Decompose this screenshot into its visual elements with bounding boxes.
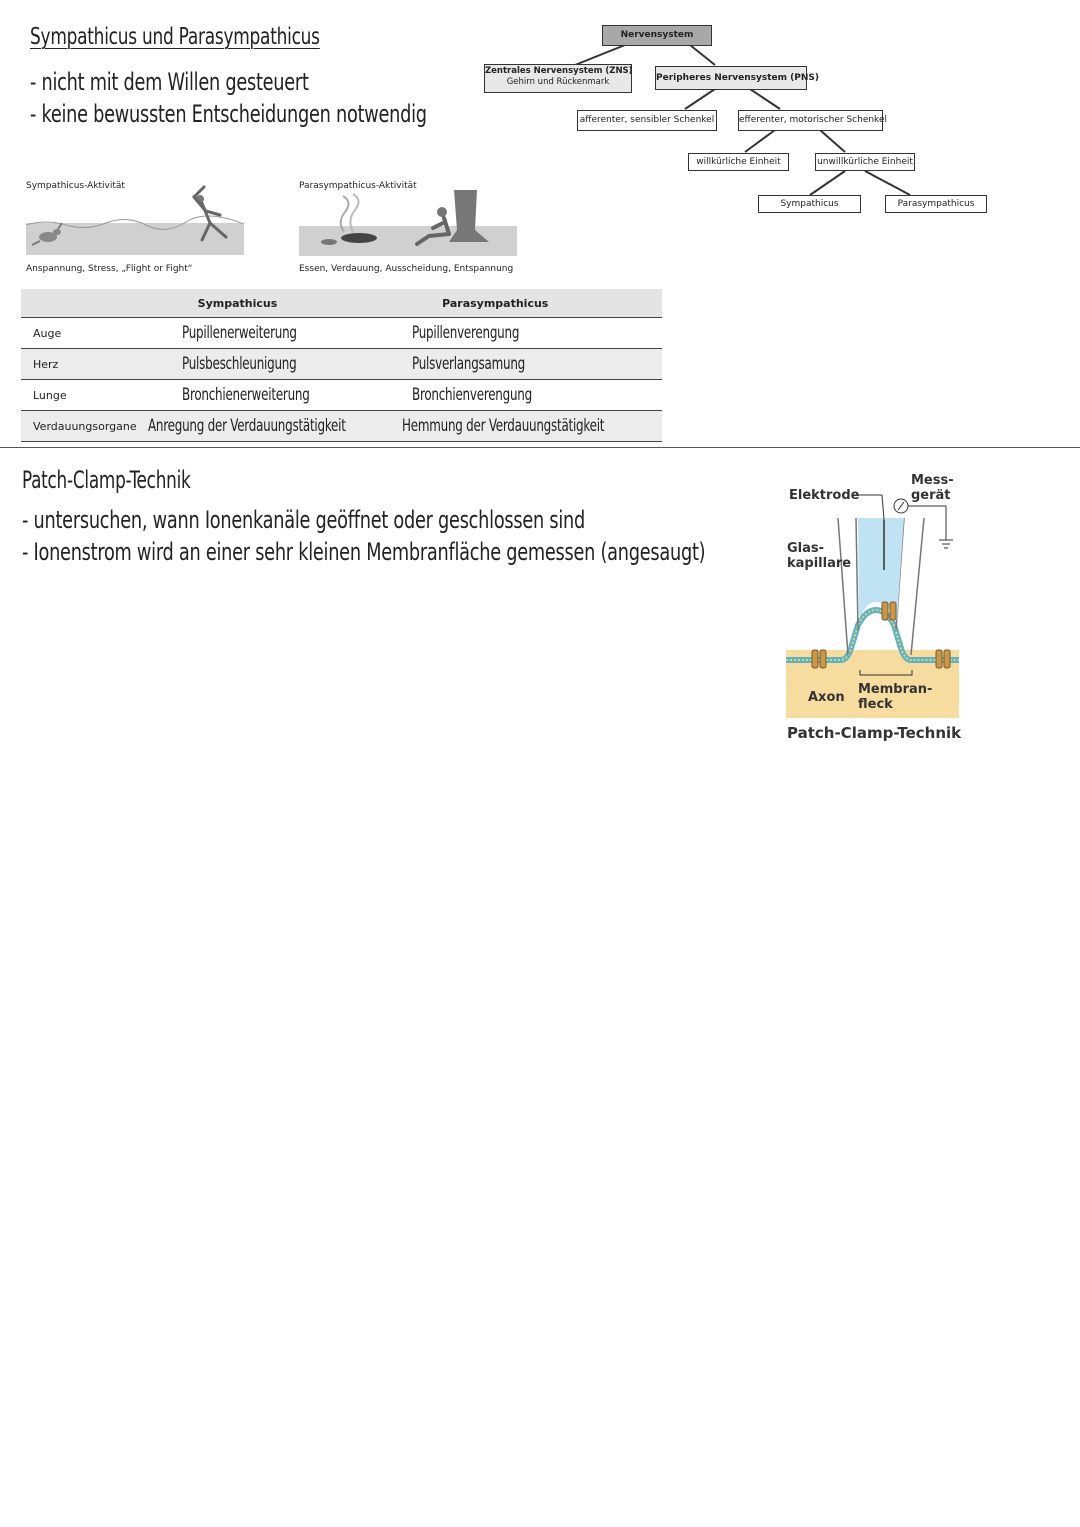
sympathicus-effect: Pupillenerweiterung <box>181 323 297 343</box>
meter-label-line: Mess- <box>911 473 954 488</box>
table-header-sympathicus: Sympathicus <box>138 289 402 318</box>
parasympathicus-activity-caption: Essen, Verdauung, Ausscheidung, Entspannung <box>299 264 514 274</box>
comparison-table <box>21 289 662 442</box>
patch-clamp-caption: Patch-Clamp-Technik <box>787 724 962 742</box>
tree-node-root: Nervensystem <box>602 25 712 46</box>
tree-node-involuntary: unwillkürliche Einheit <box>815 153 915 171</box>
glass-capillary-label <box>787 541 851 571</box>
table-header-row <box>21 289 662 318</box>
table-row <box>21 349 662 380</box>
parasympathicus-effect: Pulsverlangsamung <box>412 354 526 374</box>
section-title: Sympathicus und Parasympathicus <box>30 24 320 50</box>
sympathicus-activity-title: Sympathicus-Aktivität <box>26 181 125 191</box>
sympathicus-effect: Anregung der Verdauungstätigkeit <box>147 416 346 436</box>
tree-node-efferent: efferenter, motorischer Schenkel <box>738 110 883 131</box>
sympathicus-activity-caption: Anspannung, Stress, „Flight or Fight“ <box>26 264 193 274</box>
tree-node-zns <box>484 64 632 93</box>
table-header-parasympathicus: Parasympathicus <box>402 289 662 318</box>
organ-cell: Lunge <box>21 380 138 411</box>
meter-label-line: gerät <box>911 488 951 503</box>
electrode-label: Elektrode <box>789 488 860 503</box>
table-header-empty <box>21 289 138 318</box>
section-title: Patch-Clamp-Technik <box>22 466 191 494</box>
glass-label-line: Glas- <box>787 541 825 556</box>
organ-cell: Auge <box>21 318 138 349</box>
glass-label-line: kapillare <box>787 556 852 571</box>
membrane-label-line: Membran- <box>858 682 933 697</box>
table-row <box>21 380 662 411</box>
sympathicus-effect: Pulsbeschleunigung <box>181 354 297 374</box>
parasympathicus-activity-title: Parasympathicus-Aktivität <box>299 181 417 191</box>
table-row <box>21 411 662 442</box>
membrane-label-line: fleck <box>858 697 893 712</box>
tree-node-sympathicus: Sympathicus <box>758 195 861 213</box>
membrane-patch-label <box>858 682 932 712</box>
parasympathicus-effect: Hemmung der Verdauungstätigkeit <box>402 416 605 436</box>
parasympathicus-illustration <box>299 188 517 258</box>
zns-title: Zentrales Nervensystem (ZNS) <box>485 66 633 76</box>
sympathicus-illustration <box>26 185 244 257</box>
parasympathicus-effect: Pupillenverengung <box>412 323 520 343</box>
table-row <box>21 318 662 349</box>
organ-cell: Verdauungsorgane <box>21 411 138 442</box>
parasympathicus-effect: Bronchienverengung <box>412 385 533 405</box>
bullet-item: - keine bewussten Entscheidungen notwendig <box>30 100 427 128</box>
bullet-item: - Ionenstrom wird an einer sehr kleinen Membranfläche gemessen (angesaugt) <box>22 538 706 566</box>
axon-label: Axon <box>808 690 845 705</box>
bullet-item: - untersuchen, wann Ionenkanäle geöffnet oder geschlossen sind <box>22 506 585 534</box>
tree-node-voluntary: willkürliche Einheit <box>688 153 789 171</box>
tree-node-parasympathicus: Parasympathicus <box>885 195 987 213</box>
tree-node-pns: Peripheres Nervensystem (PNS) <box>655 66 807 90</box>
section-divider <box>0 447 1080 448</box>
tree-node-afferent: afferenter, sensibler Schenkel <box>577 110 717 131</box>
sympathicus-effect: Bronchienerweiterung <box>181 385 310 405</box>
meter-label <box>911 473 954 503</box>
bullet-item: - nicht mit dem Willen gesteuert <box>30 68 309 96</box>
zns-subtitle: Gehirn und Rückenmark <box>506 77 610 87</box>
organ-cell: Herz <box>21 349 138 380</box>
